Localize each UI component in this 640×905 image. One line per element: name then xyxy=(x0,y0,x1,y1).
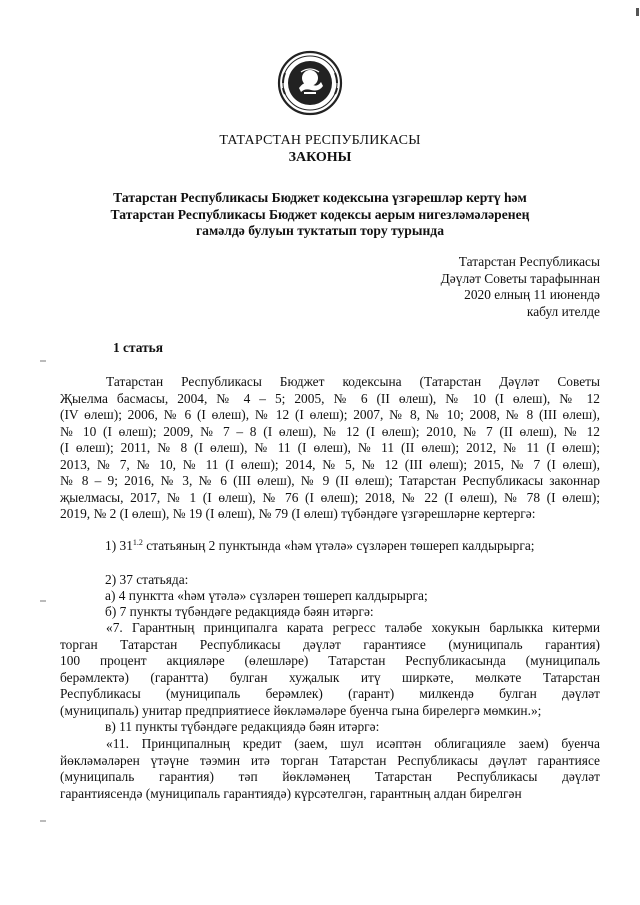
item-2-line: 2) 37 статьяда: xyxy=(105,572,189,587)
text-line: 2019, № 2 (I өлеш), № 19 (I өлеш), № 79 (I өлеш) түбәндәге үзгәрешләрне кертергә: xyxy=(60,506,536,521)
margin-mark xyxy=(40,600,46,602)
text-line: № 8 – 9; 2016, № 3, № 6 (III өлеш), № 9 (II өлеш); Татарстан Республикасы законнар xyxy=(60,473,600,488)
text-line: гарантиясендә (муниципаль гарантиядә) күрсәтелгән, гарантның алдан бирелгән xyxy=(60,785,522,801)
title-line: Татарстан Республикасы Бюджет кодексына үзгәрешләр кертү һәм xyxy=(113,190,527,205)
text-line: «7. Гарантның принципалга карата регресс таләбе хокукын барлыкка китерми xyxy=(106,620,600,635)
text-line: Җыелма басмасы, 2004, № 4 – 5; 2005, № 6 (II өлеш), № 10 (I өлеш), № 12 xyxy=(60,390,600,406)
text-line: берәмлектә) (гарантта) булган хуҗалык итү ширкәте, мөлкәте Татарстан xyxy=(60,669,600,685)
adoption-block xyxy=(441,254,600,320)
intro-paragraph xyxy=(60,374,600,523)
item-1-sup: 1.2 xyxy=(132,538,143,547)
item-1 xyxy=(105,535,600,554)
text-line: (муниципаль) унитар предприятиесе йөкләмәләре буенча гына бирелергә мөмкин.»; xyxy=(60,702,542,718)
republic-heading: ТАТАРСТАН РЕСПУБЛИКАСЫ xyxy=(219,133,421,148)
adoption-line: кабул ителде xyxy=(526,303,600,319)
tatarstan-emblem-icon xyxy=(277,50,343,116)
quote-point-11 xyxy=(60,736,600,802)
text-line: (I өлеш); 2011, № 8 (I өлеш), № 11 (I өлеш), № 11 (II өлеш); 2012, № 11 (I өлеш); xyxy=(60,440,600,455)
quote-point-7 xyxy=(60,620,600,719)
text-line: 2013, № 7, № 10, № 11 (I өлеш); 2014, № 5, № 12 (III өлеш); 2015, № 7 (I өлеш), xyxy=(60,456,600,472)
article-heading: 1 статья xyxy=(113,340,163,355)
margin-mark xyxy=(40,360,46,362)
text-line: Татарстан Республикасы Бюджет кодексына (Татарстан Дәүләт Советы xyxy=(106,374,600,389)
text-line: «11. Принципалның кредит (заем, шул исәптән облигацияле заем) буенча xyxy=(106,736,600,751)
text-line: (муниципаль гарантия) тәп йөкләмәнең Татарстан Республикасы дәүләт xyxy=(60,769,600,785)
scan-mark xyxy=(636,8,639,16)
adoption-line: 2020 елның 11 июнендә xyxy=(464,287,600,302)
adoption-line: Татарстан Республикасы xyxy=(458,254,600,269)
item-2-line: а) 4 пунктта «һәм үтәлә» сүзләрен төшереп калдырырга; xyxy=(105,588,428,604)
text-line: торган Татарстан Республикасы дәүләт гарантиясе (муниципаль гарантия) xyxy=(60,636,600,652)
text-line: җыелмасы, 2017, № 1 (I өлеш), № 76 (I өлеш); 2018, № 22 (I өлеш), № 78 (I өлеш); xyxy=(60,489,600,505)
item-2 xyxy=(105,572,600,621)
margin-mark xyxy=(40,820,46,822)
text-line: (IV өлеш); 2006, № 6 (I өлеш), № 12 (I өлеш); 2007, № 8, № 10; 2008, № 8 (III өлеш), xyxy=(60,407,600,422)
law-heading: ЗАКОНЫ xyxy=(288,150,352,165)
text-line: Республикасы (муниципаль берәмлек) (гарант) милкендә булган дәүләт xyxy=(60,686,600,701)
text-line: № 10 (I өлеш); 2009, № 7 – 8 (I өлеш), № 12 (I өлеш); 2010, № 7 (II өлеш), № 12 xyxy=(60,423,600,439)
item-1-text: статьяның 2 пунктында «һәм үтәлә» сүзләрен төшереп калдырырга; xyxy=(142,538,535,553)
text-line: 100 процент акцияләре (өлешләре) Татарстан Республикасында (муниципаль xyxy=(60,653,600,668)
title-line: гамәлдә булуын туктатып тору турында xyxy=(196,223,444,238)
item-v: в) 11 пункты түбәндәге редакциядә бәян итәргә: xyxy=(105,719,380,734)
title-line: Татарстан Республикасы Бюджет кодексы аерым нигезләмәләренең xyxy=(110,206,530,222)
item-2-line: б) 7 пункты түбәндәге редакциядә бәян итәргә: xyxy=(105,604,374,620)
text-line: йөкләмәләрен үтәүне тәэмин итә торган Татарстан Республикасы дәүләт гарантиясе xyxy=(60,752,600,768)
adoption-line: Дәүләт Советы тарафыннан xyxy=(440,270,600,286)
emblem-graphic xyxy=(277,50,343,116)
law-title xyxy=(60,190,580,240)
item-1-prefix: 1) 31 xyxy=(105,538,133,553)
